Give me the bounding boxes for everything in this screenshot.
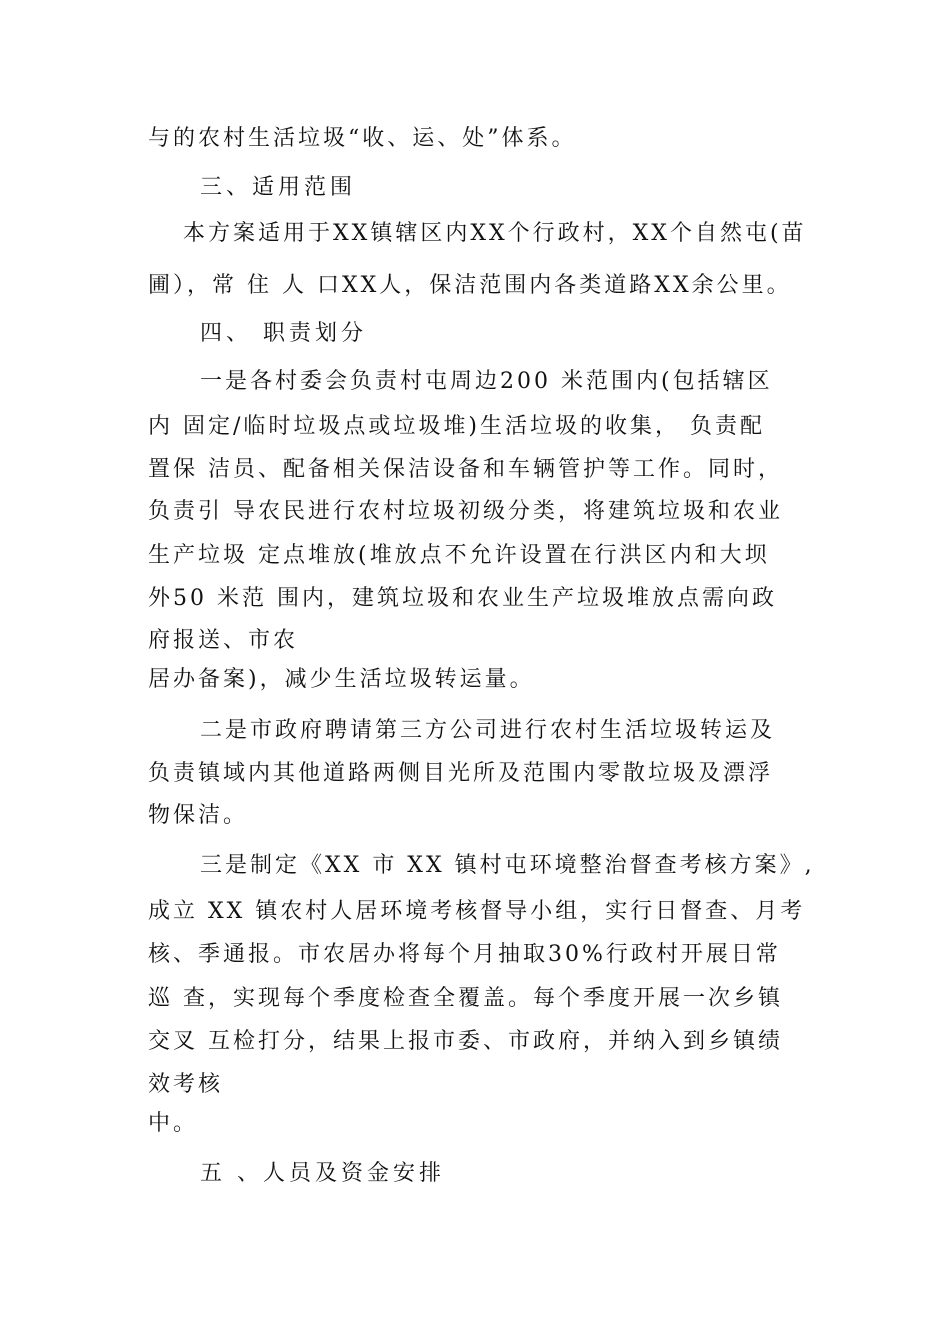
paragraph-line: 与的农村生活垃圾“收、运、处”体系。 <box>148 126 577 151</box>
paragraph-line: 外50 米范 围内，建筑垃圾和农业生产垃圾堆放点需向政 <box>148 586 777 611</box>
paragraph-line: 内 固定/临时垃圾点或垃圾堆)生活垃圾的收集， 负责配 <box>148 414 765 439</box>
section-heading-responsibilities: 四、 职责划分 <box>200 321 367 346</box>
section-heading-personnel-funding: 五 、人员及资金安排 <box>200 1161 445 1186</box>
section-heading-scope: 三、适用范围 <box>200 175 357 200</box>
paragraph-line: 二是市政府聘请第三方公司进行农村生活垃圾转运及 <box>200 718 776 743</box>
paragraph-line: 居办备案)，减少生活垃圾转运量。 <box>148 667 535 692</box>
paragraph-line: 负责镇域内其他道路两侧目光所及范围内零散垃圾及漂浮 <box>148 761 774 786</box>
paragraph-line: 巡 查，实现每个季度检查全覆盖。每个季度开展一次乡镇 <box>148 986 783 1011</box>
paragraph-line: 一是各村委会负责村屯周边200 米范围内(包括辖区 <box>200 369 773 394</box>
paragraph-line: 本方案适用于XX镇辖区内XX个行政村，XX个自然屯(苗 <box>183 221 807 246</box>
paragraph-line: 生产垃圾 定点堆放(堆放点不允许设置在行洪区内和大坝 <box>148 543 770 568</box>
paragraph-line: 中。 <box>148 1111 199 1136</box>
paragraph-line: 三是制定《XX 市 XX 镇村屯环境整治督查考核方案》, <box>200 853 815 878</box>
paragraph-line: 成立 XX 镇农村人居环境考核督导小组，实行日督查、月考 <box>148 899 806 924</box>
paragraph-line: 府报送、市农 <box>148 628 299 653</box>
paragraph-line: 核、季通报。市农居办将每个月抽取30%行政村开展日常 <box>148 942 781 967</box>
paragraph-line: 圃），常 住 人 口XX人，保洁范围内各类道路XX余公里。 <box>148 273 792 298</box>
paragraph-line: 物保洁。 <box>148 803 249 828</box>
paragraph-line: 交叉 互检打分，结果上报市委、市政府，并纳入到乡镇绩 <box>148 1029 783 1054</box>
paragraph-line: 效考核 <box>148 1072 224 1097</box>
paragraph-line: 置保 洁员、配备相关保洁设备和车辆管护等工作。同时， <box>148 457 783 482</box>
paragraph-line: 负责引 导农民进行农村垃圾初级分类，将建筑垃圾和农业 <box>148 499 783 524</box>
